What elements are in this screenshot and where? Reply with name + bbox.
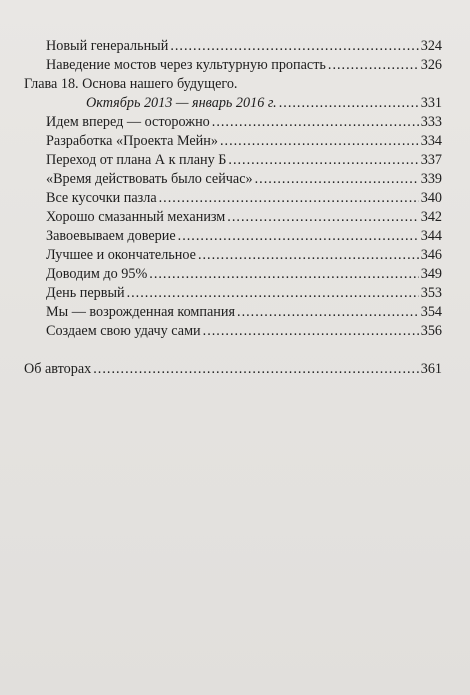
toc-entry[interactable] <box>24 170 442 189</box>
toc-entry-page: 339 <box>420 171 442 187</box>
toc-entry[interactable] <box>24 189 442 208</box>
toc-entry-page: 349 <box>420 266 442 282</box>
toc-entry[interactable] <box>24 208 442 227</box>
dot-leader <box>178 227 419 246</box>
toc-entry-title: «Время действовать было сейчас» <box>46 171 253 187</box>
dot-leader <box>198 246 419 265</box>
toc-entry-title: Разработка «Проекта Мейн» <box>46 133 218 149</box>
toc-entry-title: Новый генеральный <box>46 38 169 54</box>
dot-leader <box>228 151 418 170</box>
toc-entry-title: Переход от плана А к плану Б <box>46 152 227 168</box>
toc-entry[interactable] <box>24 132 442 151</box>
toc-entry[interactable] <box>24 113 442 132</box>
toc-entry-page: 326 <box>420 57 442 73</box>
toc-entry[interactable] <box>24 284 442 303</box>
chapter-heading[interactable] <box>24 75 442 94</box>
toc-entry[interactable] <box>24 56 442 75</box>
toc-entry-page: 340 <box>420 190 442 206</box>
toc-entry-page: 334 <box>420 133 442 149</box>
toc-entry-page: 333 <box>420 114 442 130</box>
dot-leader <box>203 322 419 341</box>
dot-leader <box>328 56 419 75</box>
toc-entry-closing[interactable] <box>24 322 442 341</box>
dot-leader <box>227 208 418 227</box>
dot-leader <box>220 132 419 151</box>
section-spacer <box>24 341 442 360</box>
toc-entry-page: 344 <box>420 228 442 244</box>
dot-leader <box>170 37 418 56</box>
toc-entry-title: Лучшее и окончательное <box>46 247 196 263</box>
toc-entry-page: 361 <box>420 361 442 377</box>
chapter-period-page: 331 <box>420 95 442 111</box>
chapter-period-entry[interactable] <box>24 94 442 113</box>
dot-leader <box>237 303 419 322</box>
toc-entry[interactable] <box>24 227 442 246</box>
toc-entry[interactable] <box>24 151 442 170</box>
toc-entry-title: Об авторах <box>24 361 92 377</box>
toc-entry-page: 346 <box>420 247 442 263</box>
toc-entry[interactable] <box>24 265 442 284</box>
dot-leader <box>279 94 419 113</box>
dot-leader <box>127 284 419 303</box>
toc-entry-title: Мы — возрожденная компания <box>46 304 236 320</box>
dot-leader <box>93 360 418 379</box>
dot-leader <box>255 170 419 189</box>
dot-leader <box>159 189 419 208</box>
toc-entry[interactable] <box>24 303 442 322</box>
chapter-period: Октябрь 2013 — январь 2016 г. <box>86 95 277 111</box>
toc-entry-page: 342 <box>420 209 442 225</box>
toc-entry-page: 324 <box>420 38 442 54</box>
toc-entry-title: Доводим до 95% <box>46 266 148 282</box>
toc-entry[interactable] <box>24 37 442 56</box>
toc-entry-page: 354 <box>420 304 442 320</box>
table-of-contents <box>24 37 442 379</box>
chapter-title: Глава 18. Основа нашего будущего. <box>24 76 238 92</box>
toc-entry[interactable] <box>24 246 442 265</box>
toc-entry-title: Все кусочки пазла <box>46 190 157 206</box>
toc-entry-authors[interactable] <box>24 360 442 379</box>
toc-entry-title: Завоевываем доверие <box>46 228 176 244</box>
toc-entry-page: 337 <box>420 152 442 168</box>
toc-entry-title: Хорошо смазанный механизм <box>46 209 226 225</box>
toc-entry-title: Идем вперед — осторожно <box>46 114 210 130</box>
toc-entry-page: 353 <box>420 285 442 301</box>
dot-leader <box>212 113 419 132</box>
dot-leader <box>149 265 418 284</box>
toc-entry-page: 356 <box>420 323 442 339</box>
toc-entry-title: Наведение мостов через культурную пропасть <box>46 57 326 73</box>
toc-entry-title: День первый <box>46 285 125 301</box>
toc-entry-title: Создаем свою удачу сами <box>46 323 201 339</box>
